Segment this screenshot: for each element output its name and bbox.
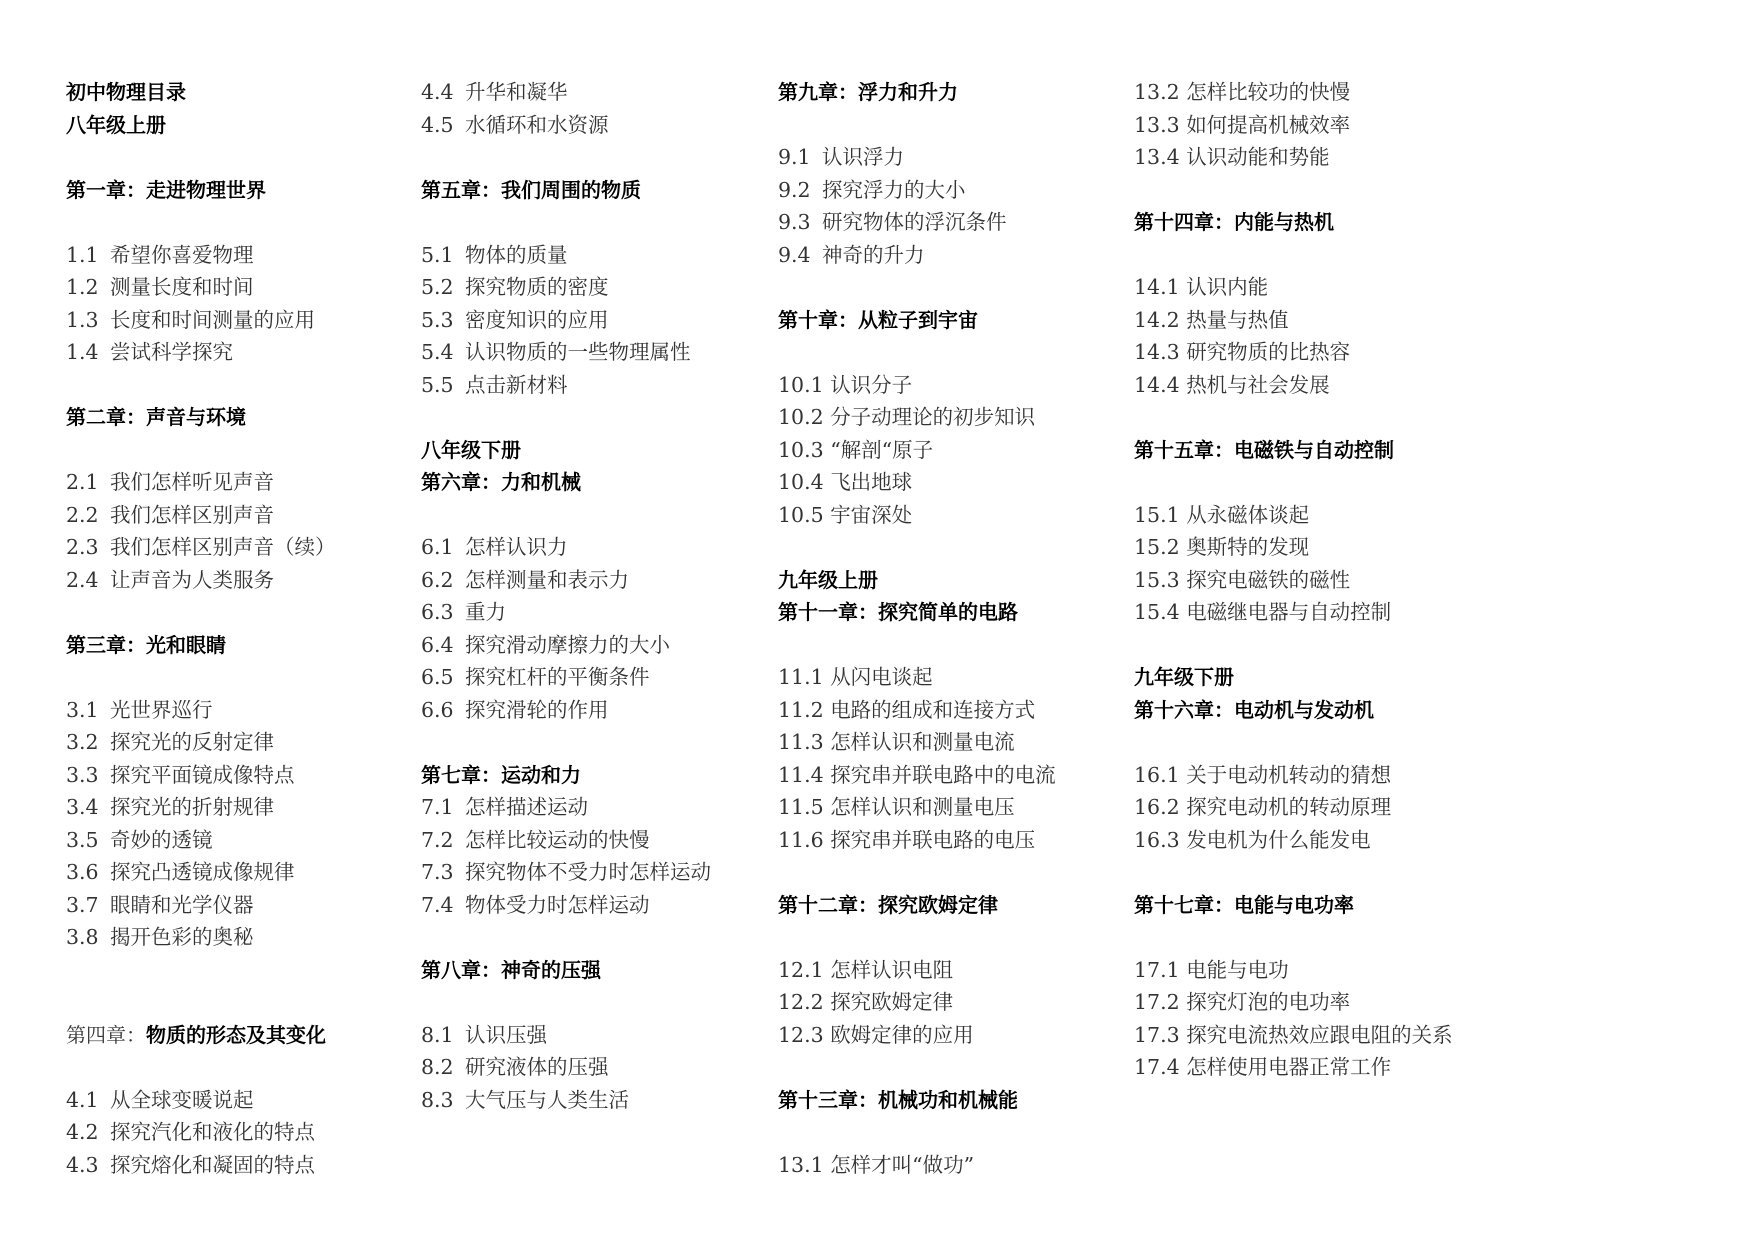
toc-item: 7.3 探究物体不受力时怎样运动 <box>421 860 711 884</box>
chapter-title: 第十四章：内能与热机 <box>1134 210 1334 234</box>
chapter-title: 第八章：神奇的压强 <box>421 957 601 982</box>
toc-item: 9.3 研究物体的浮沉条件 <box>778 210 1007 234</box>
chapter-title: 第十五章：电磁铁与自动控制 <box>1134 437 1394 462</box>
toc-column-1 <box>66 76 386 1181</box>
toc-item: 12.2 探究欧姆定律 <box>778 990 954 1014</box>
toc-item: 4.4 升华和凝华 <box>421 80 568 104</box>
toc-item: 4.3 探究熔化和凝固的特点 <box>66 1152 315 1177</box>
toc-item: 12.3 欧姆定律的应用 <box>778 1022 974 1047</box>
toc-item: 17.1 电能与电功 <box>1134 957 1289 982</box>
toc-item: 6.4 探究滑动摩擦力的大小 <box>421 632 670 657</box>
toc-item: 2.2 我们怎样区别声音 <box>66 502 274 527</box>
toc-item: 10.3 “解剖“原子 <box>778 437 934 462</box>
chapter-title: 第二章：声音与环境 <box>66 405 246 429</box>
chapter-title: 第十二章：探究欧姆定律 <box>778 892 998 917</box>
toc-column-3 <box>778 76 1098 1181</box>
toc-item: 16.3 发电机为什么能发电 <box>1134 827 1371 852</box>
toc-item: 10.4 飞出地球 <box>778 470 913 494</box>
toc-item: 2.1 我们怎样听见声音 <box>66 470 274 494</box>
chapter-title: 第九章：浮力和升力 <box>778 80 958 104</box>
toc-item: 13.3 如何提高机械效率 <box>1134 112 1351 137</box>
toc-item: 1.3 长度和时间测量的应用 <box>66 307 315 332</box>
grade-heading: 八年级上册 <box>66 112 166 137</box>
toc-item: 4.5 水循环和水资源 <box>421 112 609 137</box>
toc-item: 5.1 物体的质量 <box>421 242 568 267</box>
toc-item: 8.3 大气压与人类生活 <box>421 1087 629 1112</box>
toc-item: 9.4 神奇的升力 <box>778 242 925 267</box>
toc-item: 3.3 探究平面镜成像特点 <box>66 762 295 787</box>
toc-column-4 <box>1134 76 1454 1084</box>
toc-item: 6.5 探究杠杆的平衡条件 <box>421 665 650 689</box>
toc-item: 11.3 怎样认识和测量电流 <box>778 730 1015 754</box>
toc-item: 4.1 从全球变暖说起 <box>66 1087 254 1112</box>
toc-item: 3.6 探究凸透镜成像规律 <box>66 860 295 884</box>
toc-item: 15.4 电磁继电器与自动控制 <box>1134 600 1392 624</box>
chapter-title: 第十七章：电能与电功率 <box>1134 892 1354 917</box>
toc-item: 5.2 探究物质的密度 <box>421 275 609 299</box>
toc-item: 4.2 探究汽化和液化的特点 <box>66 1120 315 1144</box>
toc-item: 11.5 怎样认识和测量电压 <box>778 795 1015 819</box>
chapter-title: 第七章：运动和力 <box>421 762 581 787</box>
toc-item: 1.2 测量长度和时间 <box>66 275 254 299</box>
toc-item: 14.4 热机与社会发展 <box>1134 372 1330 397</box>
toc-item: 3.8 揭开色彩的奥秘 <box>66 925 254 949</box>
toc-item: 3.2 探究光的反射定律 <box>66 730 274 754</box>
toc-item: 12.1 怎样认识电阻 <box>778 957 954 982</box>
toc-item: 7.4 物体受力时怎样运动 <box>421 892 650 917</box>
toc-item: 11.2 电路的组成和连接方式 <box>778 697 1036 722</box>
chapter-title: 第三章：光和眼睛 <box>66 632 226 657</box>
chapter-title: 第十章：从粒子到宇宙 <box>778 307 978 332</box>
toc-item: 6.2 怎样测量和表示力 <box>421 567 629 592</box>
toc-item: 8.1 认识压强 <box>421 1022 547 1047</box>
toc-item: 15.2 奥斯特的发现 <box>1134 535 1310 559</box>
toc-item: 1.1 希望你喜爱物理 <box>66 242 254 267</box>
toc-item: 7.1 怎样描述运动 <box>421 795 588 819</box>
grade-heading: 九年级上册 <box>778 567 878 592</box>
toc-item: 14.1 认识内能 <box>1134 275 1269 299</box>
toc-item: 9.2 探究浮力的大小 <box>778 177 966 202</box>
document-title: 初中物理目录 <box>66 80 186 104</box>
toc-item: 15.3 探究电磁铁的磁性 <box>1134 567 1351 592</box>
toc-column-2 <box>421 76 741 1116</box>
toc-item: 11.6 探究串并联电路的电压 <box>778 827 1036 852</box>
toc-item: 3.7 眼睛和光学仪器 <box>66 892 254 917</box>
toc-item: 2.4 让声音为人类服务 <box>66 567 274 592</box>
toc-item: 10.1 认识分子 <box>778 372 913 397</box>
chapter-title: 第五章：我们周围的物质 <box>421 177 641 202</box>
toc-item: 11.4 探究串并联电路中的电流 <box>778 762 1056 787</box>
grade-heading: 九年级下册 <box>1134 665 1234 689</box>
grade-heading: 八年级下册 <box>421 437 521 462</box>
chapter-title: 第十一章：探究简单的电路 <box>778 600 1018 624</box>
toc-item: 17.3 探究电流热效应跟电阻的关系 <box>1134 1022 1453 1047</box>
toc-item: 6.6 探究滑轮的作用 <box>421 697 609 722</box>
toc-item: 14.3 研究物质的比热容 <box>1134 340 1351 364</box>
toc-item: 9.1 认识浮力 <box>778 145 904 169</box>
toc-item: 13.2 怎样比较功的快慢 <box>1134 80 1351 104</box>
toc-item: 13.1 怎样才叫“做功” <box>778 1152 975 1177</box>
toc-item: 3.5 奇妙的透镜 <box>66 827 213 852</box>
toc-item: 13.4 认识动能和势能 <box>1134 145 1330 169</box>
toc-item: 8.2 研究液体的压强 <box>421 1055 609 1079</box>
toc-item: 5.3 密度知识的应用 <box>421 307 609 332</box>
toc-item: 7.2 怎样比较运动的快慢 <box>421 827 650 852</box>
toc-item: 6.3 重力 <box>421 600 506 624</box>
toc-item: 17.4 怎样使用电器正常工作 <box>1134 1055 1392 1079</box>
toc-item: 3.1 光世界巡行 <box>66 697 213 722</box>
toc-item: 3.4 探究光的折射规律 <box>66 795 274 819</box>
chapter-title: 第四章：物质的形态及其变化 <box>66 1022 326 1047</box>
toc-item: 5.4 认识物质的一些物理属性 <box>421 340 691 364</box>
toc-item: 10.2 分子动理论的初步知识 <box>778 405 1036 429</box>
chapter-title: 第十六章：电动机与发动机 <box>1134 697 1374 722</box>
toc-item: 10.5 宇宙深处 <box>778 502 913 527</box>
toc-item: 15.1 从永磁体谈起 <box>1134 502 1310 527</box>
chapter-title: 第十三章：机械功和机械能 <box>778 1087 1018 1112</box>
toc-item: 16.2 探究电动机的转动原理 <box>1134 795 1392 819</box>
toc-item: 6.1 怎样认识力 <box>421 535 568 559</box>
toc-item: 2.3 我们怎样区别声音（续） <box>66 535 336 559</box>
chapter-title: 第一章：走进物理世界 <box>66 177 266 202</box>
toc-item: 11.1 从闪电谈起 <box>778 665 933 689</box>
toc-item: 16.1 关于电动机转动的猜想 <box>1134 762 1392 787</box>
chapter-title: 第六章：力和机械 <box>421 470 581 494</box>
toc-item: 1.4 尝试科学探究 <box>66 340 233 364</box>
toc-item: 17.2 探究灯泡的电功率 <box>1134 990 1351 1014</box>
toc-item: 14.2 热量与热值 <box>1134 307 1289 332</box>
toc-item: 5.5 点击新材料 <box>421 372 568 397</box>
